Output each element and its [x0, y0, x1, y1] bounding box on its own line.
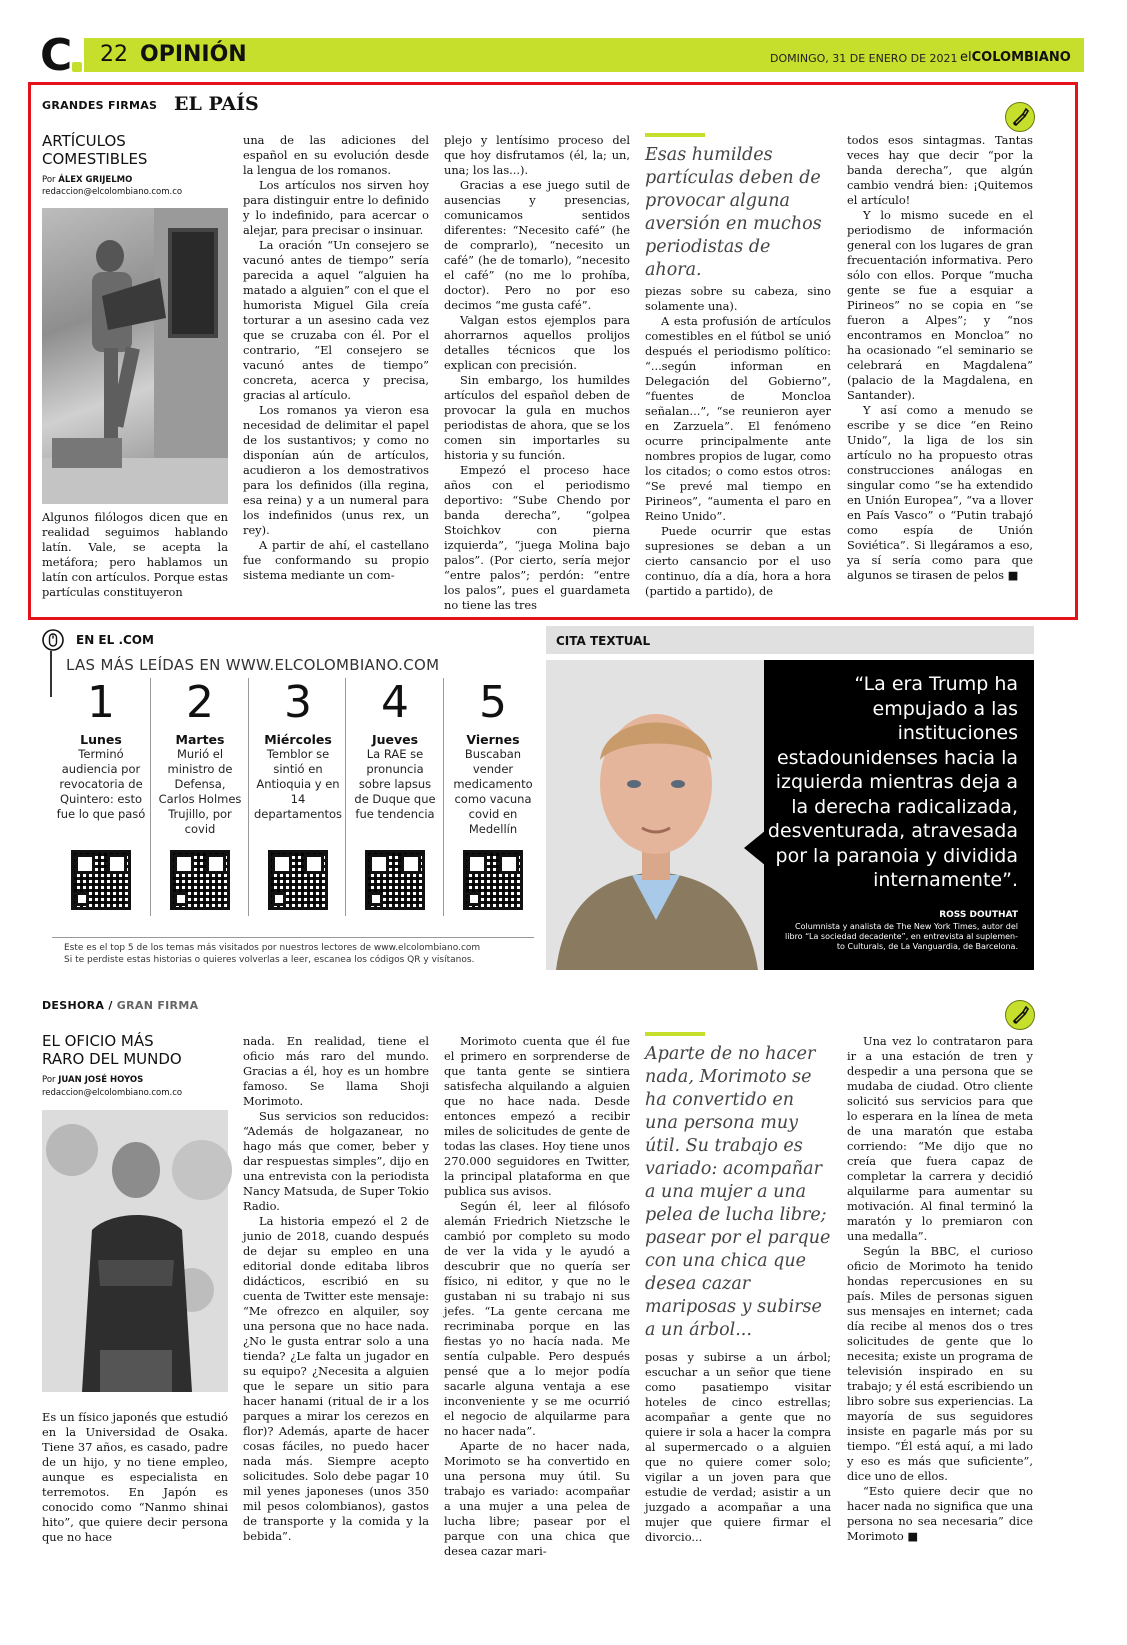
article1-title	[42, 132, 222, 168]
ranking-item[interactable]	[249, 678, 347, 936]
page-number: 22	[100, 42, 128, 67]
cita-role-line2: libro “La sociedad decadente”, en entrevista al suplemen-	[785, 932, 1018, 941]
ranking-footnote	[64, 942, 534, 966]
byline-prefix: Por	[42, 175, 59, 185]
article1-col3-p5: Empezó el proceso hace años con el periodismo deportivo: “Sube Chendo por banda derecha”, “golpea Stoichkov con pierna izquierda”, “juega Molina bajo palos”. (Por cierto, sería mejor “entre palos”; perdón: “entre los palos”, pues el guardameta no tiene las tres	[444, 463, 630, 612]
article1-col4-p3: Puede ocurrir que estas supresiones se deban a un cierto cansancio por el uso continuo, día a día, hora a hora (partido a partido), de	[645, 524, 831, 598]
article1-byline	[42, 175, 132, 185]
article1-col2	[243, 133, 429, 606]
article2-title-line2: RARO DEL MUNDO	[42, 1050, 182, 1068]
ranking-item[interactable]	[346, 678, 444, 936]
ranking-item[interactable]	[52, 678, 150, 936]
article1-title-line2: COMESTIBLES	[42, 150, 148, 168]
article2-col3-p3: Aparte de no hacer nada, Morimoto se ha convertido en una persona muy útil. Su trabajo es variado: acompañar a una mujer a una pelea de lucha libre; pasear por el parque con una chica que desea cazar mari-	[444, 1439, 630, 1558]
article1-source: EL PAÍS	[174, 93, 259, 115]
rank-day: Jueves	[371, 732, 419, 747]
header-brand	[960, 50, 1071, 65]
article1-title-line1: ARTÍCULOS	[42, 132, 126, 150]
brand-name: COLOMBIANO	[971, 50, 1071, 65]
rank-headline: Murió el ministro de Defensa, Carlos Holmes Trujillo, por covid	[158, 747, 242, 836]
article2-col3-p1: Morimoto cuenta que él fue el primero en sorprenderse de que tanta gente se sintiera satisfecha alquilando a alguien que no hace nada. Desde entonces empezó a recibir miles de solicitudes de gente de todas las clases. Hoy tiene unos 270.000 seguidores en Twitter, la principal plataforma en que publica sus avisos.	[444, 1034, 630, 1198]
ranking-heading: LAS MÁS LEÍDAS EN WWW.ELCOLOMBIANO.COM	[66, 656, 440, 674]
cita-role	[740, 922, 1018, 952]
cita-portrait	[546, 660, 764, 970]
article1-col2-p1: una de las adiciones del español en su evolución desde la lengua de los romanos.	[243, 133, 429, 177]
article2-col2-p1: nada. En realidad, tiene el oficio más raro del mundo. Gracias a él, hoy es un hombre famoso. Se llama Shoji Morimoto.	[243, 1034, 429, 1108]
ranking-kicker: EN EL .COM	[76, 633, 154, 647]
article2-col2	[243, 1034, 429, 1543]
article2-kicker-main: DESHORA	[42, 999, 105, 1012]
article1-photo	[42, 208, 228, 504]
article2-col5	[847, 1034, 1033, 1543]
article1-col4-p2: A esta profusión de artículos comestibles en el fútbol se unió después el periodismo político: “...según informan en Delegación del Gobierno”, “fuentes de Moncloa señalan...”, “se reunieron ayer en Zarzuela”. El fenómeno ocurre principalmente ante nombres propios de lugar, como los citados; o como estos otros: “Se prevé mal tiempo en Pirineos”, “aumenta el paro en Reino Unido”.	[645, 314, 831, 523]
article2-kicker-sub: GRAN FIRMA	[116, 999, 199, 1012]
article2-col2-p3: La historia empezó el 2 de junio de 2018, cuando después de dejar su empleo en una editorial donde editaba libros didácticos, escribió en su cuenta de Twitter este mensaje: “Me ofrezco en alquiler, soy una persona que no hace nada. ¿No le gusta entrar solo a una tienda? ¿Le falta un jugador en su equipo? ¿Necesita a alguien que le separe un sitio para hacer hanami (ritual de ir a los parques a mirar los cerezos en flor)? Además, aparte de hacer cosas fáciles, no puedo hacer nada más. Siempre acepto solicitudes. Solo debe pagar 10 mil yenes japoneses (unos 350 mil pesos colombianos), gastos de transporte y la comida y la bebida”.	[243, 1214, 429, 1543]
article1-col5-p3: Y así como a menudo se escribe y se dice “en Reino Unido”, la liga de los sin artículo no ha propuesto otras construcciones análogas en singular como “se ha extendido en Unión Europea”, “va a llover en País Vasco” o “Putin trabajó como espía de Unión Soviética”. Si llegáramos a eso, ya sí sería como para que algunos se tirasen de pelos ■	[847, 403, 1033, 582]
section-name: OPINIÓN	[140, 42, 247, 67]
rank-headline: La RAE se pronuncia sobre lapsus de Duque que fue tendencia	[354, 747, 436, 821]
article1-col3-p1: plejo y lentísimo proceso del que hoy disfrutamos (él, la; un, una; los las...).	[444, 133, 630, 177]
article1-author: ÁLEX GRIJELMO	[58, 175, 133, 185]
article2-col5-p3: “Esto quiere decir que no hacer nada no significa que una persona no sea necesaria” dice Morimoto ■	[847, 1484, 1033, 1543]
brand-prefix: el	[960, 50, 972, 65]
article2-col2-p2: Sus servicios son reducidos: “Además de holgazanear, no hago más que comer, beber y dar respuestas simples”, dijo en una entrevista con la periodista Nancy Matsuda, de Super Tokio Radio.	[243, 1109, 429, 1213]
article1-col4-p1: piezas sobre su cabeza, sino solamente una).	[645, 284, 831, 313]
article2-kicker	[42, 999, 198, 1012]
logo: C	[40, 30, 73, 81]
rank-day: Miércoles	[264, 732, 332, 747]
article1-col3-p4: Sin embargo, los humildes artículos del español deben de provocar la gula en muchos periodistas de ahora, que se los comen sin importarles su historia y su función.	[444, 373, 630, 462]
logo-dot	[72, 62, 82, 72]
article2-col5-p1: Una vez lo contrataron para ir a una estación de tren y despedir a una persona que se mudaba de ciudad. Otro cliente solicitó sus servicios para que lo esperara en la línea de meta de una maratón que estaba corriendo: “Me dijo que no creía que fuera capaz de completar la carrera y decidió alquilarme para aumentar su motivación. Al final terminó la maratón y lo premiaron con una medalla”.	[847, 1034, 1033, 1243]
article1-col2-p2: Los artículos nos sirven hoy para distinguir entre lo definido y lo indefinido, para acercar o alejar, para precisar o insinuar.	[243, 178, 429, 237]
rank-number: 5	[479, 677, 507, 728]
byline-prefix: Por	[42, 1075, 59, 1085]
article1-col3-p3: Valgan estos ejemplos para ahorrarnos aquellos prolijos detalles técnicos que los explican con precisión.	[444, 313, 630, 372]
article1-pull-bar	[645, 133, 705, 137]
ranking-item[interactable]	[151, 678, 249, 936]
rank-number: 1	[87, 677, 115, 728]
article2-col3	[444, 1034, 630, 1558]
article2-title-line1: EL OFICIO MÁS	[42, 1032, 154, 1050]
qr-code-icon[interactable]	[170, 850, 230, 910]
article1-col4	[645, 284, 831, 606]
cita-author: ROSS DOUTHAT	[939, 910, 1018, 920]
article2-byline	[42, 1075, 143, 1085]
rank-day: Lunes	[80, 732, 122, 747]
article1-col2-p4: Los romanos ya vieron esa necesidad de delimitar el papel de los sustantivos; y como no disponían aún de artículos, acudieron a los demostrativos para los definidos (illa regina, esa reina) y a un numeral para los indefinidos (unus rex, un rey).	[243, 403, 429, 537]
article2-pull-bar	[645, 1032, 705, 1036]
article2-pull-quote: Aparte de no hacer nada, Morimoto se ha convertido en una persona muy útil. Su trabajo es variado: acompañar a una mujer a una pelea de lucha libre; pasear por el parque con una chica que desea cazar mariposas y subirse a un árbol...	[645, 1044, 831, 1340]
article2-col4	[645, 1350, 831, 1544]
pen-nib-icon	[1005, 102, 1035, 132]
article2-title	[42, 1032, 232, 1068]
rank-day: Viernes	[466, 732, 520, 747]
article1-col3-p2: Gracias a ese juego sutil de ausencias y presencias, comunicamos sentidos diferentes: “Necesito café” (he de comprarlo), “necesito un café” (he de tomarlo), “necesito el café” (no me lo prohíba, doctor). Pero no por eso decimos “me gusta café”.	[444, 178, 630, 312]
article2-col4-p1: posas y subirse a un árbol; escuchar a un señor que tiene como pasatiempo visitar hoteles de cinco estrellas; acompañar a gente que no quiere ir sola a hacer la compra al supermercado o a alguien que no quiere comer solo; vigilar a un joven para que estudie de verdad; asistir a un juzgado a acompañar a una mujer que quiere firmar el divorcio...	[645, 1350, 831, 1544]
cita-role-line1: Columnista y analista de The New York Times, autor del	[795, 922, 1018, 931]
rank-number: 3	[284, 677, 312, 728]
article1-col2-p3: La oración “Un consejero se vacunó antes de tiempo” sería parecida a aquel “alguien ha matado a alguien” con el que el humorista Miguel Gila creía torturar a un asesino cada vez que se cruzaba con él. Por el contrario, “El consejero se vacunó antes de tiempo” concreta, acerca y precisa, gracias al artículo.	[243, 238, 429, 402]
article2-email: redaccion@elcolombiano.com.co	[42, 1088, 183, 1098]
pen-nib-icon	[1005, 1000, 1035, 1030]
ranking-footer-rule	[52, 937, 534, 938]
article2-author: JUAN JOSÉ HOYOS	[58, 1075, 144, 1085]
article1-col5-p1: todos esos sintagmas. Tantas veces hay que decir “por la banda derecha”, que algún cambio vendrá bien: ¡Quitemos el artículo!	[847, 133, 1033, 207]
cita-quote: “La era Trump ha empujado a las instituciones estadounidenses hacia la izquierda mientras deja a la derecha radicalizada, desventurada, atravesada por la paranoia y dividida internamente”.	[767, 673, 1018, 891]
article1-col5	[847, 133, 1033, 606]
ranking-grid	[52, 678, 540, 936]
article1-col5-p2: Y lo mismo sucede en el periodismo de información general con los lugares de gran frecuentación informativa. Pero sólo con ellos. Porque “mucha gente se fue a esquiar a Pirineos” no se copia en “se fueron a Alpes”; y “nos encontramos en Moncloa” no ha ocasionado “el seminario se celebrará en Magdalena” (palacio de la Magdalena, en Santander).	[847, 208, 1033, 402]
rank-headline: Terminó audiencia por revocatoria de Quintero: esto fue lo que pasó	[56, 747, 146, 821]
rank-headline: Buscaban vender medicamento como vacuna covid en Medellín	[453, 747, 533, 836]
qr-code-icon[interactable]	[365, 850, 425, 910]
footnote-line2: Si te perdiste estas historias o quieres volverlas a leer, escanea los códigos QR y visítanos.	[64, 955, 475, 965]
article1-kicker: GRANDES FIRMAS	[42, 99, 158, 112]
qr-code-icon[interactable]	[268, 850, 328, 910]
footnote-line1: Este es el top 5 de los temas más visitados por nuestros lectores de www.elcolombiano.com	[64, 943, 481, 953]
qr-code-icon[interactable]	[71, 850, 131, 910]
article1-col2-p5: A partir de ahí, el castellano fue conformando su propio sistema mediante un com-	[243, 538, 429, 582]
qr-code-icon[interactable]	[463, 850, 523, 910]
header-date: DOMINGO, 31 DE ENERO DE 2021	[770, 52, 958, 65]
article1-email: redaccion@elcolombiano.com.co	[42, 187, 183, 197]
kicker-separator: /	[104, 999, 117, 1012]
rank-number: 4	[381, 677, 409, 728]
article1-pull-quote: Esas humildes partículas deben de provocar alguna aversión en muchos periodistas de ahora.	[645, 145, 822, 280]
rank-day: Martes	[175, 732, 225, 747]
cita-role-line3: to Culturals, de La Vanguardia, de Barcelona.	[836, 942, 1018, 951]
article2-photo	[42, 1110, 228, 1392]
mouse-icon	[42, 629, 64, 651]
article2-col3-p2: Según él, leer al filósofo alemán Friedrich Nietzsche le cambió por completo su modo de ver la vida y le ayudó a descubrir que no quería ser físico, ni editor, y que no le gustaban ni su trabajo ni sus jefes. “La gente cercana me recriminaba porque en las fiestas yo no hacía nada. Me sentía culpable. Pero después pensé que a lo mejor podía sacarle alguna ventaja a ese inconveniente y se me ocurrió el negocio de alquilarme para no hacer nada”.	[444, 1199, 630, 1438]
rank-number: 2	[186, 677, 214, 728]
article2-col1: Es un físico japonés que estudió en la Universidad de Osaka. Tiene 37 años, es casado, padre de un hijo, y no tiene empleo, aunque es especialista en terremotos. En Japón es conocido como “Nanmo shinai hito”, que quiere decir persona que no hace	[42, 1410, 228, 1544]
cita-kicker: CITA TEXTUAL	[556, 634, 651, 648]
article1-col1: Algunos filólogos dicen que en realidad seguimos hablando latín. Vale, se acepta la metáfora; pero hablamos un latín con artículos. Porque estas partículas constituyeron	[42, 510, 228, 599]
ranking-item[interactable]	[444, 678, 542, 936]
article2-col5-p2: Según la BBC, el curioso oficio de Morimoto ha tenido hondas repercusiones en su país. Miles de personas siguen sus mensajes en internet; cada día recibe al menos dos o tres solicitudes de gente que lo necesita; existe un programa de televisión inspirado en su trabajo; y él está escribiendo un libro sobre sus experiencias. La mayoría de sus seguidores insiste en pagarle más por su tiempo. “Él está aquí, a mi lado y eso es más que suficiente”, dice uno de ellos.	[847, 1244, 1033, 1483]
article1-col3	[444, 133, 630, 612]
rank-headline: Temblor se sintió en Antioquia y en 14 departamentos	[253, 747, 343, 821]
